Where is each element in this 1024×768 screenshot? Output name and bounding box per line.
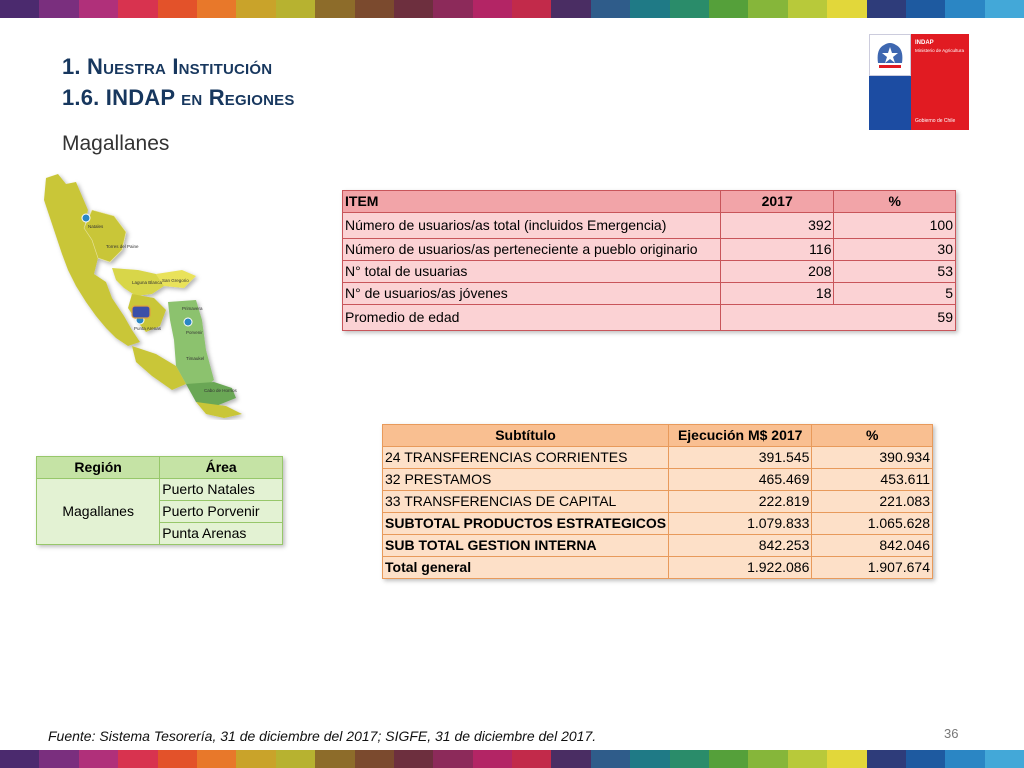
stripe-segment bbox=[709, 750, 748, 768]
row-value: 392 bbox=[720, 213, 834, 239]
stripe-segment bbox=[355, 0, 394, 18]
stripe-segment bbox=[0, 750, 39, 768]
table-row bbox=[383, 469, 933, 491]
column-header-item: ITEM bbox=[343, 191, 721, 213]
source-footnote: Fuente: Sistema Tesorería, 31 de diciembre del 2017; SIGFE, 31 de diciembre del 2017. bbox=[48, 728, 597, 744]
page-number: 36 bbox=[944, 726, 959, 741]
row-percent: 1.065.628 bbox=[812, 513, 933, 535]
stripe-segment bbox=[433, 0, 472, 18]
stripe-segment bbox=[355, 750, 394, 768]
stripe-segment bbox=[79, 750, 118, 768]
stripe-segment bbox=[158, 750, 197, 768]
area-cell: Puerto Porvenir bbox=[160, 501, 283, 523]
table-row-total bbox=[383, 557, 933, 579]
row-percent: 53 bbox=[834, 261, 956, 283]
stripe-segment bbox=[473, 0, 512, 18]
stripe-segment bbox=[512, 0, 551, 18]
logo-brand: INDAP bbox=[915, 40, 934, 46]
section-title: 1.6. INDAP en Regiones bbox=[62, 85, 295, 110]
logo-blue-block bbox=[869, 76, 911, 130]
row-label: 33 TRANSFERENCIAS DE CAPITAL bbox=[383, 491, 669, 513]
row-ejecucion: 1.079.833 bbox=[669, 513, 812, 535]
row-percent: 842.046 bbox=[812, 535, 933, 557]
map-label-porvenir: Porvenir bbox=[186, 330, 203, 335]
stripe-segment bbox=[670, 750, 709, 768]
map-label-san-gregorio: San Gregorio bbox=[162, 278, 189, 283]
row-value: 116 bbox=[720, 239, 834, 261]
row-value: 208 bbox=[720, 261, 834, 283]
stripe-segment bbox=[591, 0, 630, 18]
row-item: N° total de usuarias bbox=[343, 261, 721, 283]
table-header-row bbox=[343, 191, 956, 213]
promedio-label: Promedio de edad bbox=[343, 305, 721, 331]
row-percent: 100 bbox=[834, 213, 956, 239]
row-percent: 30 bbox=[834, 239, 956, 261]
row-label: Total general bbox=[383, 557, 669, 579]
stripe-segment bbox=[433, 750, 472, 768]
table-row-promedio bbox=[343, 305, 956, 331]
stripe-segment bbox=[512, 750, 551, 768]
row-percent: 453.611 bbox=[812, 469, 933, 491]
area-cell: Puerto Natales bbox=[160, 479, 283, 501]
promedio-value: 59 bbox=[720, 305, 955, 331]
indap-logo bbox=[869, 34, 969, 130]
chile-coat-of-arms-icon bbox=[869, 34, 911, 76]
magallanes-region-map bbox=[36, 170, 246, 420]
row-label: 24 TRANSFERENCIAS CORRIENTES bbox=[383, 447, 669, 469]
stripe-segment bbox=[39, 750, 78, 768]
table-row bbox=[343, 261, 956, 283]
stripe-segment bbox=[670, 0, 709, 18]
column-header-region: Región bbox=[37, 457, 160, 479]
row-percent: 5 bbox=[834, 283, 956, 305]
map-label-punta-arenas: Punta Arenas bbox=[134, 326, 162, 331]
stripe-segment bbox=[315, 0, 354, 18]
row-label: SUB TOTAL GESTION INTERNA bbox=[383, 535, 669, 557]
stripe-segment bbox=[985, 750, 1024, 768]
stripe-segment bbox=[827, 750, 866, 768]
stripe-segment bbox=[551, 750, 590, 768]
row-item: N° de usuarios/as jóvenes bbox=[343, 283, 721, 305]
row-ejecucion: 222.819 bbox=[669, 491, 812, 513]
indicadores-table bbox=[342, 190, 956, 331]
presupuesto-table bbox=[382, 424, 933, 579]
table-row bbox=[37, 479, 283, 501]
logo-government: Gobierno de Chile bbox=[915, 118, 956, 124]
stripe-segment bbox=[197, 0, 236, 18]
stripe-segment bbox=[867, 750, 906, 768]
region-subtitle: Magallanes bbox=[62, 132, 170, 155]
stripe-segment bbox=[945, 750, 984, 768]
stripe-segment bbox=[473, 750, 512, 768]
table-header-row bbox=[383, 425, 933, 447]
stripe-segment bbox=[945, 0, 984, 18]
table-row bbox=[343, 283, 956, 305]
row-item: Número de usuarios/as total (incluidos Emergencia) bbox=[343, 213, 721, 239]
row-value: 18 bbox=[720, 283, 834, 305]
map-label-timaukel: Timaukel bbox=[186, 356, 205, 361]
stripe-segment bbox=[788, 0, 827, 18]
stripe-segment bbox=[158, 0, 197, 18]
stripe-segment bbox=[236, 750, 275, 768]
stripe-segment bbox=[394, 0, 433, 18]
top-color-stripe bbox=[0, 0, 1024, 18]
row-label: SUBTOTAL PRODUCTOS ESTRATEGICOS bbox=[383, 513, 669, 535]
table-row bbox=[383, 491, 933, 513]
stripe-segment bbox=[39, 0, 78, 18]
stripe-segment bbox=[118, 0, 157, 18]
area-cell: Punta Arenas bbox=[160, 523, 283, 545]
stripe-segment bbox=[79, 0, 118, 18]
row-ejecucion: 842.253 bbox=[669, 535, 812, 557]
stripe-segment bbox=[748, 750, 787, 768]
stripe-segment bbox=[827, 0, 866, 18]
map-label-torres-del-paine: Torres del Paine bbox=[106, 244, 139, 249]
region-cell: Magallanes bbox=[37, 479, 160, 545]
table-row bbox=[343, 239, 956, 261]
region-areas-table bbox=[36, 456, 283, 545]
stripe-segment bbox=[0, 0, 39, 18]
row-ejecucion: 391.545 bbox=[669, 447, 812, 469]
map-label-primavera: Primavera bbox=[182, 306, 203, 311]
stripe-segment bbox=[709, 0, 748, 18]
stripe-segment bbox=[276, 750, 315, 768]
map-label-cabo-de-hornos: Cabo de Hornos bbox=[204, 388, 237, 393]
stripe-segment bbox=[748, 0, 787, 18]
table-row-subtotal bbox=[383, 535, 933, 557]
row-ejecucion: 465.469 bbox=[669, 469, 812, 491]
stripe-segment bbox=[315, 750, 354, 768]
column-header-percent: % bbox=[834, 191, 956, 213]
stripe-segment bbox=[867, 0, 906, 18]
stripe-segment bbox=[985, 0, 1024, 18]
map-label-natales: Natales bbox=[88, 224, 104, 229]
stripe-segment bbox=[551, 0, 590, 18]
stripe-segment bbox=[906, 0, 945, 18]
row-percent: 221.083 bbox=[812, 491, 933, 513]
row-ejecucion: 1.922.086 bbox=[669, 557, 812, 579]
table-header-row bbox=[37, 457, 283, 479]
stripe-segment bbox=[906, 750, 945, 768]
stripe-segment bbox=[630, 0, 669, 18]
table-row bbox=[383, 447, 933, 469]
stripe-segment bbox=[276, 0, 315, 18]
stripe-segment bbox=[591, 750, 630, 768]
map-label-laguna-blanca: Laguna Blanca bbox=[132, 280, 163, 285]
table-row bbox=[343, 213, 956, 239]
stripe-segment bbox=[630, 750, 669, 768]
stripe-segment bbox=[118, 750, 157, 768]
column-header-subtitulo: Subtítulo bbox=[383, 425, 669, 447]
column-header-area: Área bbox=[160, 457, 283, 479]
page-title: 1. Nuestra Institución bbox=[62, 54, 273, 79]
column-header-year: 2017 bbox=[720, 191, 834, 213]
stripe-segment bbox=[236, 0, 275, 18]
stripe-segment bbox=[788, 750, 827, 768]
row-label: 32 PRESTAMOS bbox=[383, 469, 669, 491]
bottom-color-stripe bbox=[0, 750, 1024, 768]
column-header-ejecucion: Ejecución M$ 2017 bbox=[669, 425, 812, 447]
stripe-segment bbox=[394, 750, 433, 768]
table-row-subtotal bbox=[383, 513, 933, 535]
row-percent: 1.907.674 bbox=[812, 557, 933, 579]
stripe-segment bbox=[197, 750, 236, 768]
column-header-percent: % bbox=[812, 425, 933, 447]
logo-ministry: Ministerio de Agricultura bbox=[915, 48, 965, 53]
row-item: Número de usuarios/as perteneciente a pueblo originario bbox=[343, 239, 721, 261]
row-percent: 390.934 bbox=[812, 447, 933, 469]
